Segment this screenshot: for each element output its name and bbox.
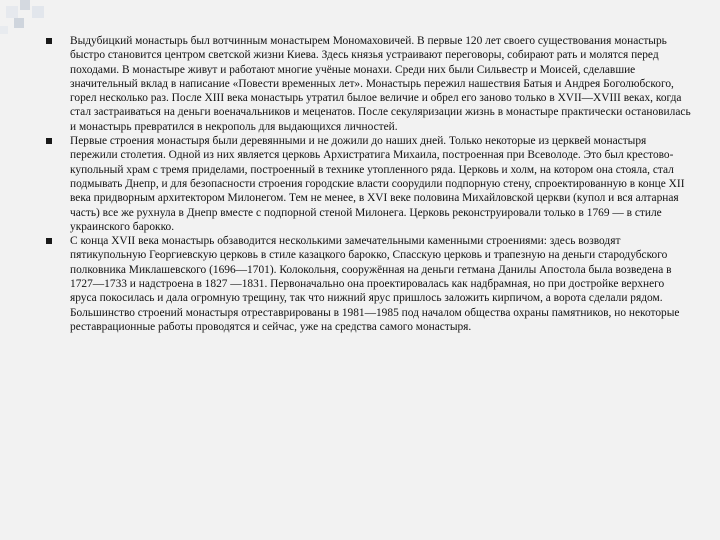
bullet-square-icon xyxy=(46,138,52,144)
bullet-text: Выдубицкий монастырь был вотчинным монастырем Мономаховичей. В первые 120 лет своего существования монастырь быстро становится центром светской жизни Киева. Здесь князья устраивают переговоры, собирают рать и молятся перед походами. В монастыре живут и работают многие учёные монахи. Среди них были Сильвестр и Моисей, сделавшие значительный вклад в написание «Повести временных лет». Монастырь пережил нашествия Батыя и Андрея Боголюбского, горел несколько раз. После XIII века монастырь утратил былое величие и обрел его заново только в XVII—XVIII веках, когда стал застраиваться на деньги военачальников и меценатов. После секуляризации жизнь в монастыре практически остановилась и монастырь превратился в некрополь для выдающихся личностей. xyxy=(70,35,691,133)
bullet-text: С конца XVII века монастырь обзаводится несколькими замечательными каменными строениями: здесь возводят пятикупольную Георгиевскую церковь в стиле казацкого барокко, Спасскую церковь и трапезную на деньги стародубского полковника Миклашевского (1696—1701). Колокольня, сооружённая на деньги гетмана Данилы Апостола была возведена в 1727—1733 и надстроена в 1827 —1831. Первоначально она проектировалась как надбрамная, но при достройке верхнего яруса покосилась и дала огромную трещину, так что нижний ярус пришлось заложить кирпичом, а ворота сделали рядом. Большинство строений монастыря отреставрированы в 1981—1985 под началом общества охраны памятников, но некоторые реставрационные работы проводятся и сейчас, уже на средства самого монастыря. xyxy=(70,235,680,333)
bullet-item xyxy=(44,34,692,134)
bullet-square-icon xyxy=(46,238,52,244)
bullet-square-icon xyxy=(46,38,52,44)
slide-body xyxy=(44,34,692,334)
bullet-item xyxy=(44,234,692,334)
bullet-list xyxy=(44,34,692,334)
bullet-text: Первые строения монастыря были деревянными и не дожили до наших дней. Только некоторые из церквей монастыря пережили столетия. Одной из них является церковь Архистратига Михаила, построенная при Всеволоде. Это был крестово-купольный храм с тремя приделами, построенный в технике утопленного ряда. Церковь и холм, на котором она стояла, стал подмывать Днепр, и для безопасности строения городские власти соорудили подпорную стену, спроектированную в конце XII века придворным архитектором Милонегом. Тем не менее, в XVI веке половина Михайловской церкви (купол и вся алтарная часть) все же рухнула в Днепр вместе с подпорной стеной Милонега. Церковь реконструировали только в 1769 — в стиле украинского барокко. xyxy=(70,135,685,233)
bullet-item xyxy=(44,134,692,234)
